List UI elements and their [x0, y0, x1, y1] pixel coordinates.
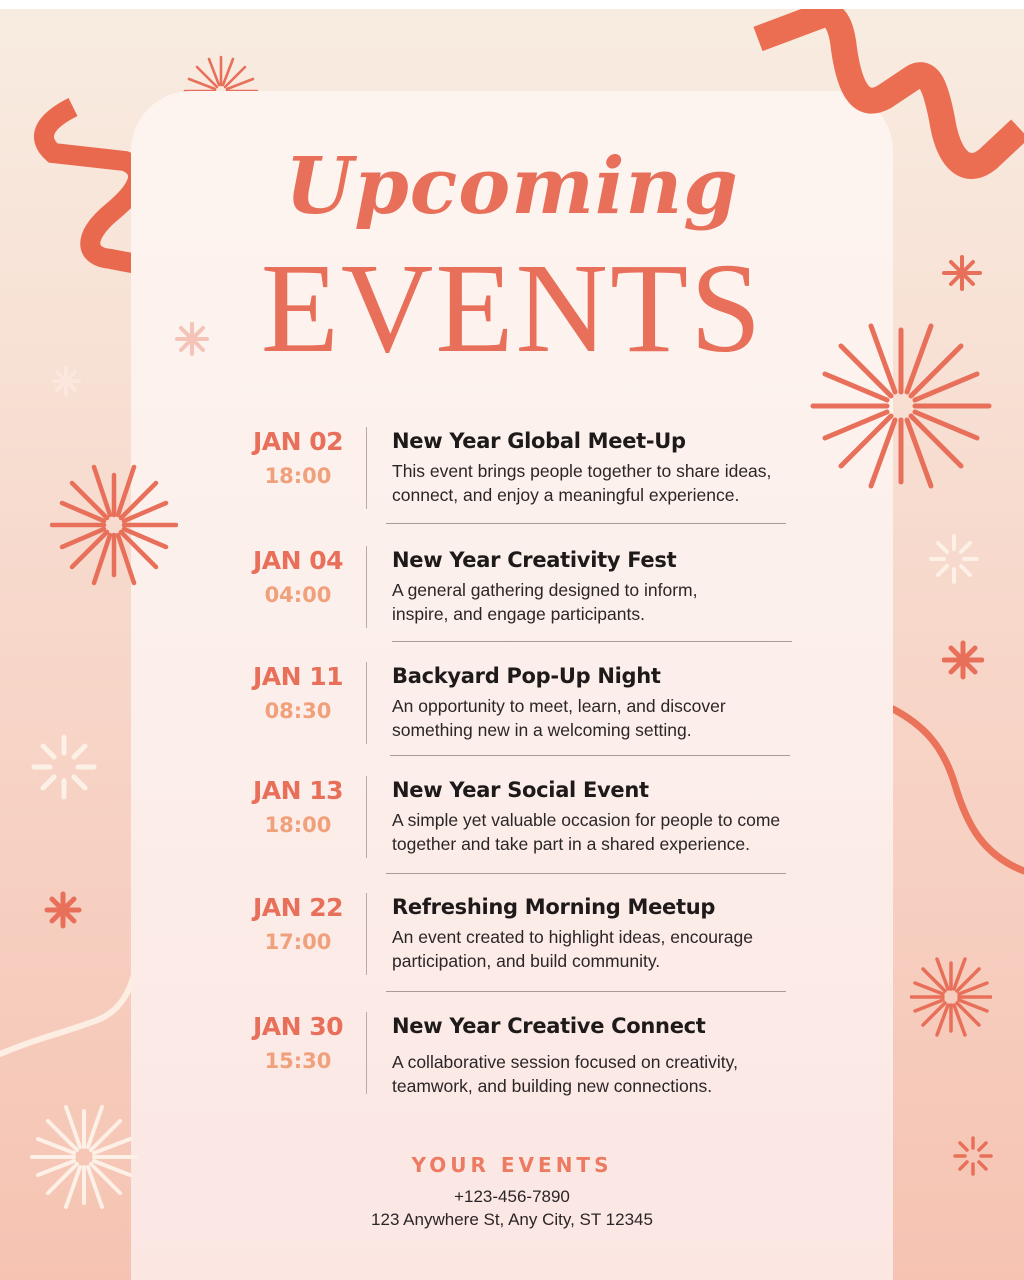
event-date: JAN 22 [252, 893, 344, 922]
sparkle-burst-icon [928, 533, 980, 585]
page-title: EVENTS [260, 237, 764, 379]
event-date-block [230, 776, 366, 876]
event-name: Refreshing Morning Meetup [392, 895, 716, 919]
horizontal-divider [386, 873, 786, 874]
event-item [230, 546, 830, 646]
event-date-block [230, 1012, 366, 1112]
event-description-line: A simple yet valuable occasion for people to come [392, 810, 781, 830]
horizontal-divider [386, 523, 786, 524]
event-item [230, 427, 830, 527]
vertical-divider [366, 546, 367, 628]
event-description [392, 459, 812, 507]
event-name: New Year Creative Connect [392, 1014, 706, 1038]
event-description-line: participation, and build community. [392, 951, 661, 971]
event-time: 18:00 [264, 464, 332, 488]
address: 123 Anywhere St, Any City, ST 12345 [371, 1210, 653, 1229]
brand-name: YOUR EVENTS [411, 1153, 613, 1177]
phone-number: +123-456-7890 [454, 1187, 570, 1206]
event-description [392, 925, 812, 973]
vertical-divider [366, 427, 367, 509]
event-description-line: teamwork, and building new connections. [392, 1076, 713, 1096]
event-description-line: An event created to highlight ideas, encourage [392, 927, 753, 947]
event-date: JAN 11 [252, 662, 344, 691]
event-time: 04:00 [264, 583, 332, 607]
event-description-line: This event brings people together to share ideas, [392, 461, 772, 481]
event-date-block [230, 662, 366, 762]
event-time: 17:00 [264, 930, 332, 954]
firework-burst-icon [50, 461, 178, 589]
vertical-divider [366, 776, 367, 858]
event-item [230, 776, 830, 876]
event-date-block [230, 893, 366, 993]
event-description-line: something new in a welcoming setting. [392, 720, 692, 740]
event-description [392, 1050, 812, 1098]
event-item [230, 662, 830, 762]
event-description-line: connect, and enjoy a meaningful experience. [392, 485, 740, 505]
sparkle-star-icon [942, 639, 984, 681]
event-description-line: A general gathering designed to inform, [392, 580, 698, 600]
squiggle-line-icon [0, 969, 135, 1079]
vertical-divider [366, 1012, 367, 1094]
horizontal-divider [392, 641, 792, 642]
vertical-divider [366, 893, 367, 975]
event-item [230, 893, 830, 993]
title-script: Upcoming [285, 141, 739, 232]
event-description-line: together and take part in a shared experience. [392, 834, 751, 854]
event-date: JAN 30 [252, 1012, 344, 1041]
event-description-line: inspire, and engage participants. [392, 604, 645, 624]
event-description [392, 578, 812, 626]
event-date: JAN 02 [252, 427, 344, 456]
event-description [392, 808, 812, 856]
event-description-line: An opportunity to meet, learn, and discover [392, 696, 726, 716]
event-description-line: A collaborative session focused on creativity, [392, 1052, 738, 1072]
event-poster [0, 9, 1024, 1280]
event-date: JAN 13 [252, 776, 344, 805]
event-item [230, 1012, 830, 1112]
horizontal-divider [386, 991, 786, 992]
event-date-block [230, 546, 366, 646]
event-name: New Year Creativity Fest [392, 548, 677, 572]
event-name: New Year Global Meet-Up [392, 429, 686, 453]
event-time: 18:00 [264, 813, 332, 837]
horizontal-divider [390, 755, 790, 756]
event-date: JAN 04 [252, 546, 344, 575]
event-time: 08:30 [264, 699, 332, 723]
event-date-block [230, 427, 366, 527]
event-name: Backyard Pop-Up Night [392, 664, 661, 688]
sparkle-star-icon [44, 891, 82, 929]
firework-burst-icon [910, 956, 992, 1038]
event-name: New Year Social Event [392, 778, 649, 802]
vertical-divider [366, 662, 367, 744]
squiggle-line-icon [893, 705, 1024, 885]
event-time: 15:30 [264, 1049, 332, 1073]
footer [0, 1152, 1024, 1231]
event-description [392, 694, 812, 742]
sparkle-burst-icon [30, 733, 98, 801]
